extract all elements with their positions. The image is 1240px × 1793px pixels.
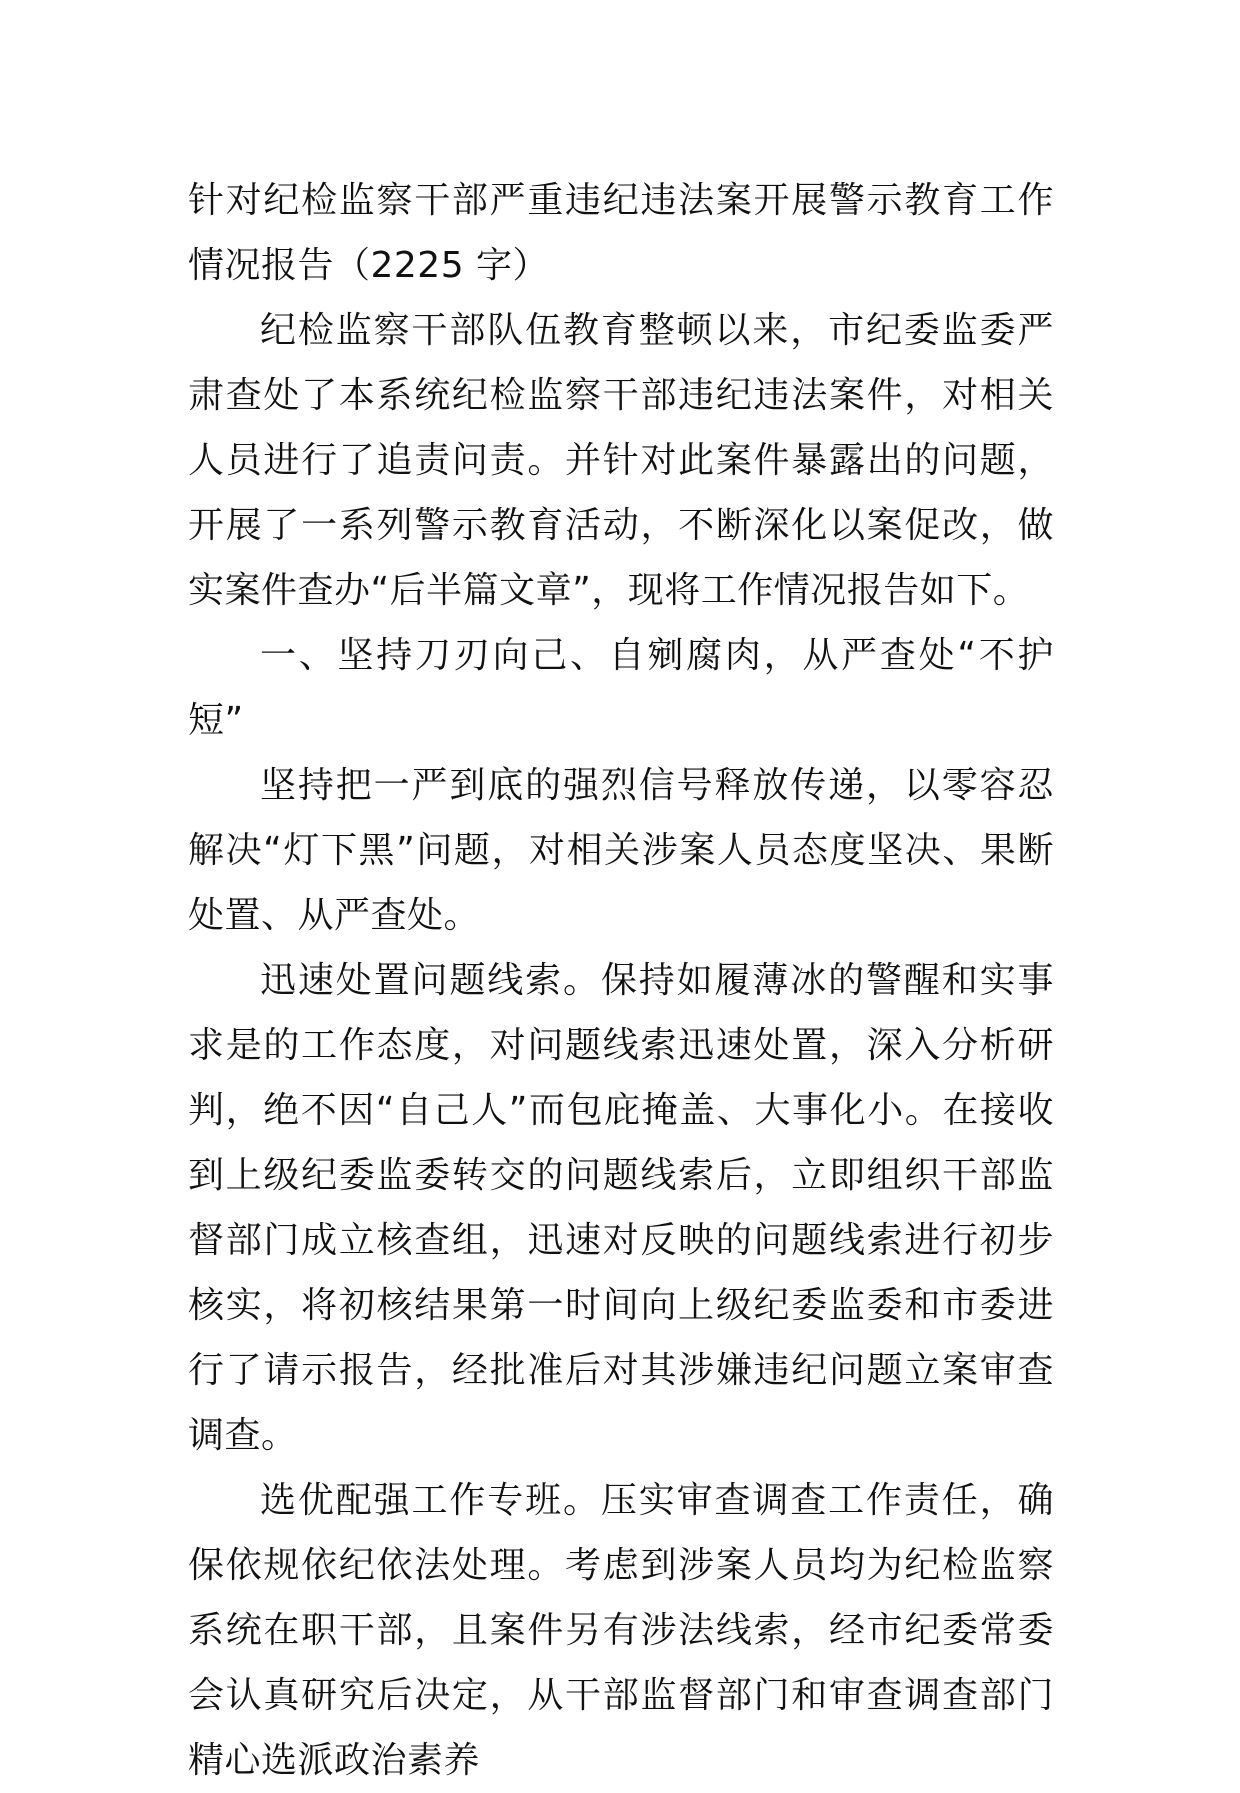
document-title: 针对纪检监察干部严重违纪违法案开展警示教育工作情况报告（2225 字） xyxy=(188,180,1054,286)
body-paragraph: 坚持把一严到底的强烈信号释放传递，以零容忍解决“灯下黑”问题，对相关涉案人员态度坚决、果断处置、从严查处。 xyxy=(188,765,1054,936)
section-heading-1: 一、坚持刀刃向己、自剜腐肉，从严查处“不护短” xyxy=(188,635,1054,741)
document-body xyxy=(188,168,1054,1793)
intro-paragraph: 纪检监察干部队伍教育整顿以来，市纪委监委严肃查处了本系统纪检监察干部违纪违法案件，对相关人员进行了追责问责。并针对此案件暴露出的问题，开展了一系列警示教育活动，不断深化以案促改，做实案件查办“后半篇文章”，现将工作情况报告如下。 xyxy=(188,310,1054,611)
body-paragraph: 选优配强工作专班。压实审查调查工作责任，确保依规依纪依法处理。考虑到涉案人员均为纪检监察系统在职干部，且案件另有涉法线索，经市纪委常委会认真研究后决定，从干部监督部门和审查调查部门精心选派政治素养 xyxy=(188,1480,1054,1781)
body-paragraph: 迅速处置问题线索。保持如履薄冰的警醒和实事求是的工作态度，对问题线索迅速处置，深入分析研判，绝不因“自己人”而包庇掩盖、大事化小。在接收到上级纪委监委转交的问题线索后，立即组织干部监督部门成立核查组，迅速对反映的问题线索进行初步核实，将初核结果第一时间向上级纪委监委和市委进行了请示报告，经批准后对其涉嫌违纪问题立案审查调查。 xyxy=(188,960,1054,1456)
